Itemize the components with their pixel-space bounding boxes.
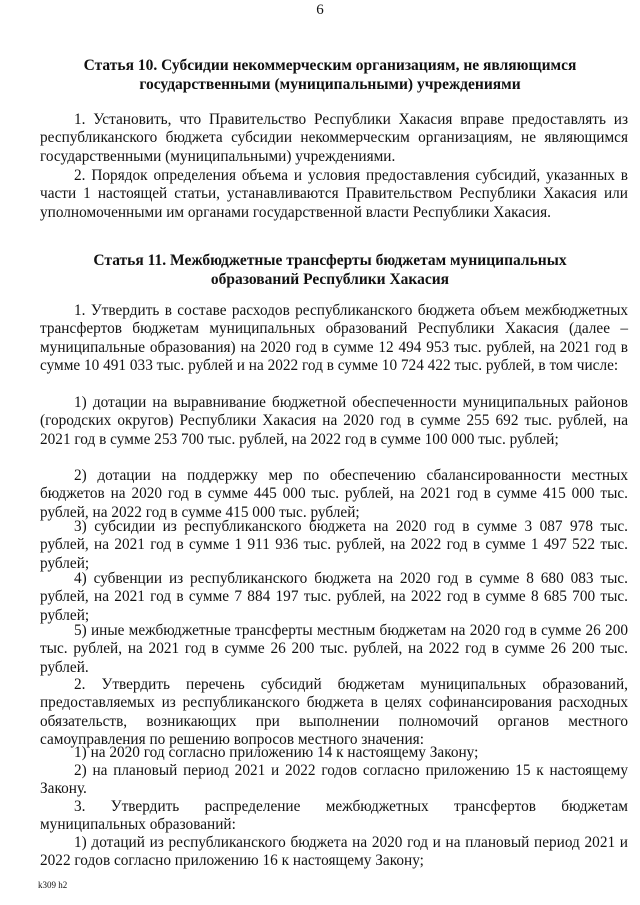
article-11-paragraph-3: 3. Утвердить распределение межбюджетных трансфертов бюджетам муниципальных образований: xyxy=(40,798,628,834)
article-10-paragraph-2: 2. Порядок определения объема и условия предоставления субсидий, указанных в части 1 настоящей статьи, устанавливаются Правительством Республики Хакасия или уполномоченными им органами государственной власти Республики Хакасия. xyxy=(40,167,628,221)
article-11-title-line2: образований Республики Хакасия xyxy=(210,271,450,288)
footer-code: k309 h2 xyxy=(38,880,68,890)
article-11-item-2-1: 1) на 2020 год согласно приложению 14 к настоящему Закону; xyxy=(74,744,479,761)
article-11-paragraph-2: 2. Утвердить перечень субсидий бюджетам муниципальных образований, предоставляемых из республиканского бюджета в целях софинансирования расходных обязательств, возникающих при выполнении полномочий органов местного самоуправления по решению вопросов местного значения: xyxy=(40,676,628,749)
article-11-paragraph-1: 1. Утвердить в составе расходов республиканского бюджета объем межбюджетных трансфертов бюджетам муниципальных образований Республики Хакасия (далее – муниципальные образования) на 2020 год в сумме 12 494 953 тыс. рублей, на 2021 год в сумме 10 491 033 тыс. рублей и на 2022 год в сумме 10 724 422 тыс. рублей, в том числе: xyxy=(40,302,628,375)
article-11-item-1-4: 4) субвенции из республиканского бюджета на 2020 год в сумме 8 680 083 тыс. рублей, на 2021 год в сумме 7 884 197 тыс. рублей, на 2022 год в сумме 8 685 700 тыс. рублей; xyxy=(40,570,628,624)
article-11-item-3-1: 1) дотаций из республиканского бюджета на 2020 год и на плановый период 2021 и 2022 годов согласно приложению 16 к настоящему Закону; xyxy=(40,834,628,870)
article-11-item-1-2: 2) дотации на поддержку мер по обеспечению сбалансированности местных бюджетов на 2020 год в сумме 445 000 тыс. рублей, на 2021 год в сумме 415 000 тыс. рублей, на 2022 год в сумме 415 000 тыс. рублей; xyxy=(40,467,628,521)
article-11-item-2-2: 2) на плановый период 2021 и 2022 годов согласно приложению 15 к настоящему Закону. xyxy=(40,762,628,798)
article-10-paragraph-1: 1. Установить, что Правительство Республики Хакасия вправе предоставлять из республиканского бюджета субсидии некоммерческим организациям, не являющимся государственными (муниципальными) учреждениями. xyxy=(40,111,628,165)
article-11-title-line1: Статья 11. Межбюджетные трансферты бюджетам муниципальных xyxy=(93,252,567,269)
article-10-title-line1: Статья 10. Субсидии некоммерческим организациям, не являющимся xyxy=(83,57,577,74)
article-10-title-line2: государственными (муниципальными) учреждениями xyxy=(139,76,521,93)
article-11-item-1-3: 3) субсидии из республиканского бюджета на 2020 год в сумме 3 087 978 тыс. рублей, на 2021 год в сумме 1 911 936 тыс. рублей, на 2022 год в сумме 1 497 522 тыс. рублей; xyxy=(40,518,628,572)
article-11-heading xyxy=(40,251,620,289)
page-number: 6 xyxy=(316,2,324,18)
article-10-heading xyxy=(40,56,620,94)
article-11-item-1-5: 5) иные межбюджетные трансферты местным бюджетам на 2020 год в сумме 26 200 тыс. рублей, на 2021 год в сумме 26 200 тыс. рублей, на 2022 год в сумме 26 200 тыс. рублей. xyxy=(40,622,628,676)
article-11-item-1-1: 1) дотации на выравнивание бюджетной обеспеченности муниципальных районов (городских округов) Республики Хакасия на 2020 год в сумме 255 692 тыс. рублей, на 2021 год в сумме 253 700 тыс. рублей, на 2022 год в сумме 100 000 тыс. рублей; xyxy=(40,394,628,448)
